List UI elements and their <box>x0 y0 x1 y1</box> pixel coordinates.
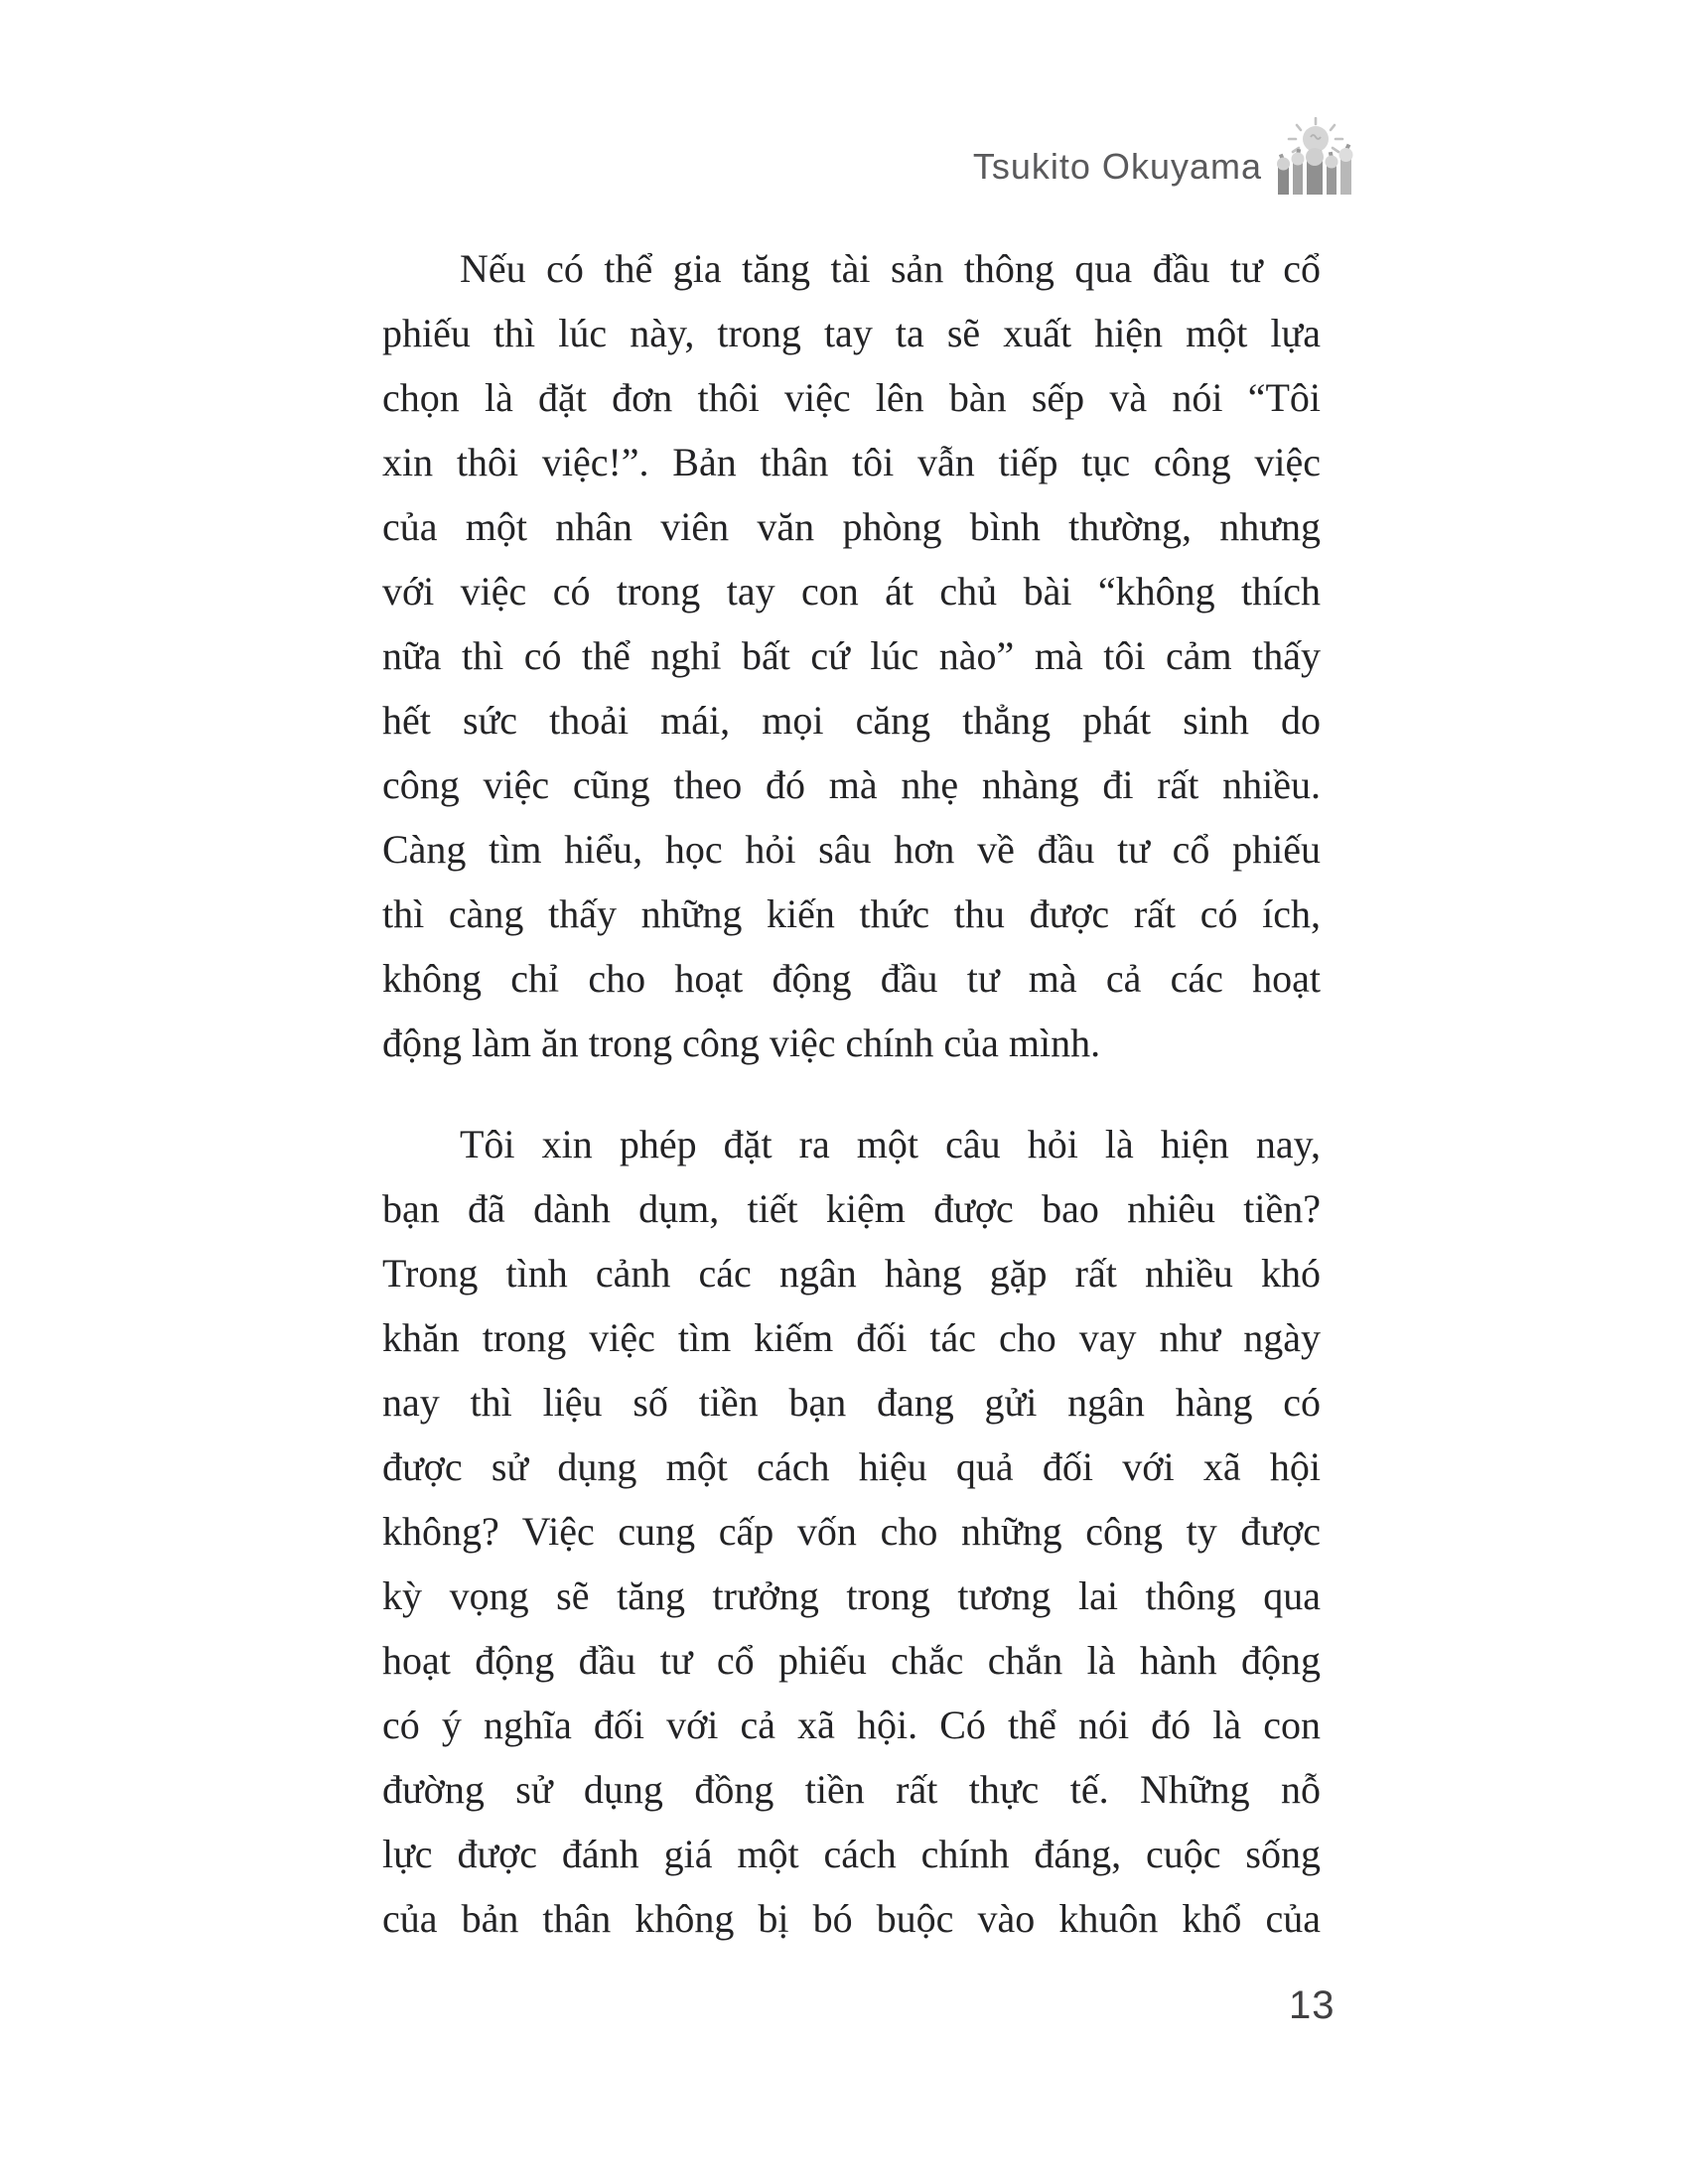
author-name: Tsukito Okuyama <box>972 146 1262 188</box>
paragraph-1 <box>382 236 1321 1075</box>
text-line: Nếu có thể gia tăng tài sản thông qua đầu tư cổ <box>460 246 1321 291</box>
text-line: Tôi xin phép đặt ra một câu hỏi là hiện nay, <box>460 1122 1321 1166</box>
text-line: khăn trong việc tìm kiếm đối tác cho vay như ngày <box>382 1315 1321 1360</box>
text-line: Trong tình cảnh các ngân hàng gặp rất nhiều khó <box>382 1251 1321 1296</box>
text-line: Càng tìm hiểu, học hỏi sâu hơn về đầu tư cổ phiếu <box>382 827 1321 872</box>
text-line: bạn đã dành dụm, tiết kiệm được bao nhiêu tiền? <box>382 1186 1321 1231</box>
text-line: không? Việc cung cấp vốn cho những công ty được <box>382 1509 1321 1554</box>
raised-hands-lightbulb-icon <box>1276 117 1355 195</box>
text-line: động làm ăn trong công việc chính của mình. <box>382 1021 1101 1065</box>
text-line: hoạt động đầu tư cổ phiếu chắc chắn là hành động <box>382 1638 1321 1683</box>
text-line: của một nhân viên văn phòng bình thường, nhưng <box>382 504 1321 549</box>
text-line: được sử dụng một cách hiệu quả đối với xã hội <box>382 1444 1321 1489</box>
text-line: nữa thì có thể nghỉ bất cứ lúc nào” mà tôi cảm thấy <box>382 633 1321 678</box>
text-line: lực được đánh giá một cách chính đáng, cuộc sống <box>382 1832 1321 1876</box>
text-line: phiếu thì lúc này, trong tay ta sẽ xuất hiện một lựa <box>382 311 1321 355</box>
paragraph-2 <box>382 1112 1321 1951</box>
text-line: xin thôi việc!”. Bản thân tôi vẫn tiếp tục công việc <box>382 440 1321 484</box>
text-line: kỳ vọng sẽ tăng trưởng trong tương lai thông qua <box>382 1573 1321 1618</box>
page-header <box>973 117 1355 195</box>
page-number: 13 <box>1289 1983 1336 2027</box>
text-block <box>382 236 1321 1951</box>
text-line: với việc có trong tay con át chủ bài “không thích <box>382 569 1321 614</box>
text-line: hết sức thoải mái, mọi căng thẳng phát sinh do <box>382 698 1321 743</box>
text-line: thì càng thấy những kiến thức thu được rất có ích, <box>382 891 1321 936</box>
text-line: chọn là đặt đơn thôi việc lên bàn sếp và nói “Tôi <box>382 375 1321 420</box>
text-line: không chỉ cho hoạt động đầu tư mà cả các hoạt <box>382 956 1321 1001</box>
text-line: công việc cũng theo đó mà nhẹ nhàng đi rất nhiều. <box>382 762 1321 807</box>
text-line: có ý nghĩa đối với cả xã hội. Có thể nói đó là con <box>382 1703 1321 1747</box>
text-line: nay thì liệu số tiền bạn đang gửi ngân hàng có <box>382 1380 1321 1425</box>
text-line: đường sử dụng đồng tiền rất thực tế. Những nỗ <box>382 1767 1321 1812</box>
text-line: của bản thân không bị bó buộc vào khuôn khổ của <box>382 1896 1321 1941</box>
